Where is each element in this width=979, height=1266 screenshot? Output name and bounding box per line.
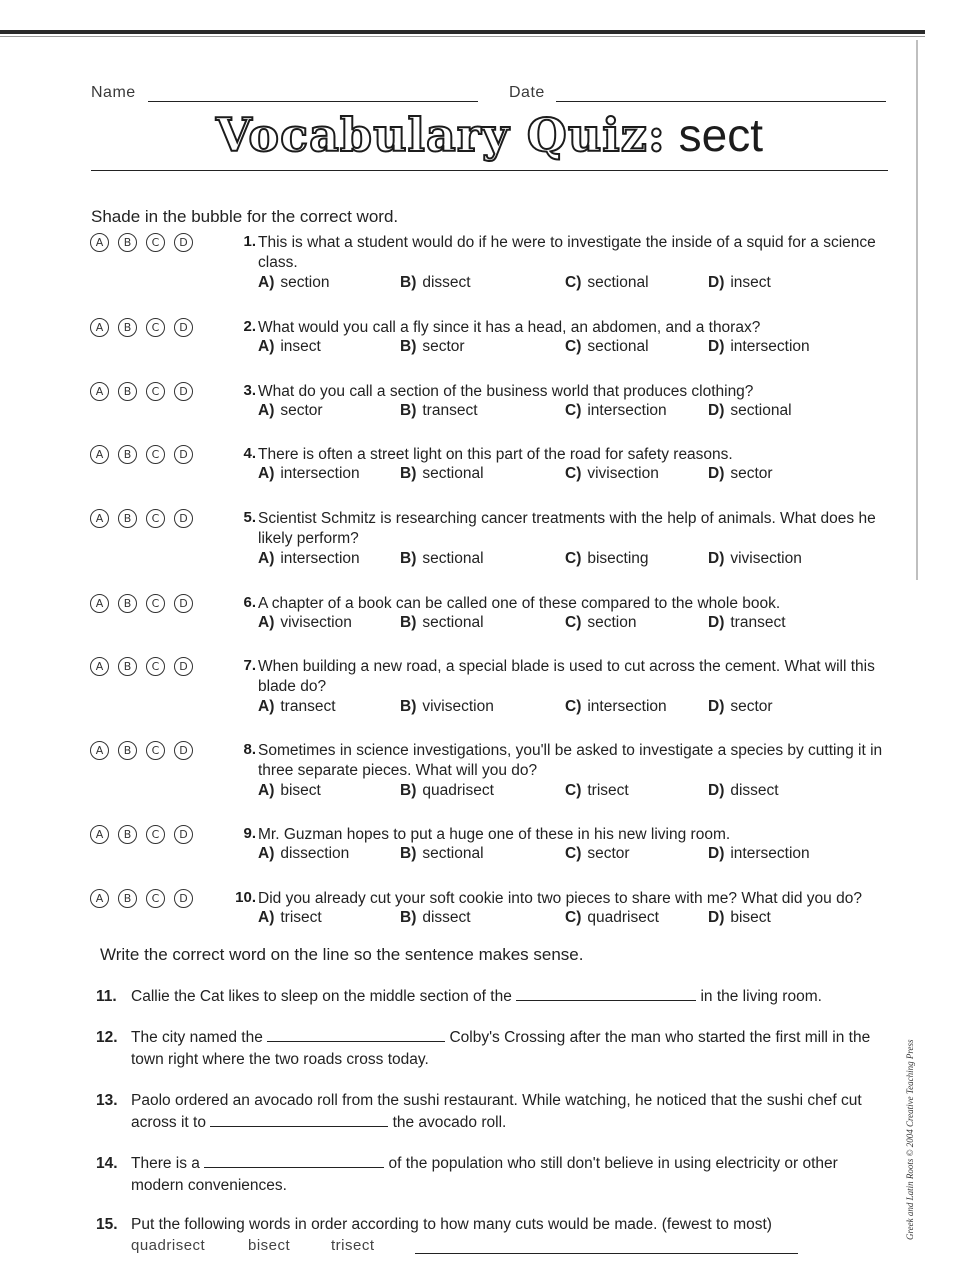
- choice-letter: A): [258, 465, 275, 482]
- bubble-b[interactable]: B: [118, 445, 137, 464]
- bubble-b[interactable]: B: [118, 382, 137, 401]
- top-rule-thin: [0, 36, 925, 37]
- bubble-c[interactable]: C: [146, 594, 165, 613]
- choice-c: [565, 845, 630, 863]
- bubble-a[interactable]: A: [90, 318, 109, 337]
- choice-word: dissection: [280, 845, 350, 862]
- choice-d: [708, 845, 810, 863]
- choice-letter: A): [258, 402, 275, 419]
- choice-a: [258, 909, 322, 927]
- copyright-credit: Greek and Latin Roots © 2004 Creative Teaching Press: [905, 1039, 915, 1240]
- choice-word: bisect: [280, 782, 321, 799]
- question-text: There is often a street light on this part of the road for safety reasons.: [258, 446, 733, 463]
- choice-word: dissect: [422, 909, 471, 926]
- answer-blank-11[interactable]: [516, 986, 696, 1001]
- choice-word: insect: [280, 338, 321, 355]
- choice-c: [565, 402, 667, 420]
- choice-letter: C): [565, 614, 582, 631]
- choice-d: [708, 909, 771, 927]
- choice-word: sectional: [730, 402, 792, 419]
- bubble-a[interactable]: A: [90, 741, 109, 760]
- fill-text-before: There is a: [131, 1155, 200, 1172]
- choice-b: [400, 274, 471, 292]
- choice-letter: D): [708, 909, 725, 926]
- choice-word: intersection: [280, 550, 360, 567]
- question-text: Mr. Guzman hopes to put a huge one of these in his new living room.: [258, 826, 731, 843]
- choice-letter: B): [400, 338, 417, 355]
- answer-blank-14[interactable]: [204, 1153, 384, 1168]
- choice-d: [708, 698, 773, 716]
- choice-letter: B): [400, 782, 417, 799]
- choice-d: [708, 782, 779, 800]
- choice-word: vivisection: [422, 698, 494, 715]
- name-field[interactable]: [148, 101, 478, 102]
- question-number: 1.: [243, 233, 256, 250]
- question-text: When building a new road, a special blade is used to cut across the cement. What will this blade do?: [258, 658, 875, 695]
- choice-letter: A): [258, 274, 275, 291]
- choice-c: [565, 550, 649, 568]
- choice-word: sectional: [422, 465, 484, 482]
- part1-instruction: Shade in the bubble for the correct word.: [91, 207, 399, 226]
- choice-b: [400, 782, 494, 800]
- title-underline: [91, 170, 888, 171]
- bubble-b[interactable]: B: [118, 825, 137, 844]
- question-3: [90, 382, 890, 442]
- answer-bubbles: [90, 318, 193, 337]
- question-text: What do you call a section of the business world that produces clothing?: [258, 383, 754, 400]
- bubble-a[interactable]: A: [90, 382, 109, 401]
- bubble-d[interactable]: D: [174, 382, 193, 401]
- choice-a: [258, 845, 349, 863]
- choice-letter: B): [400, 465, 417, 482]
- choice-d: [708, 614, 786, 632]
- choice-letter: D): [708, 465, 725, 482]
- choice-word: transect: [280, 698, 336, 715]
- fill-number: 14.: [96, 1155, 118, 1172]
- bubble-c[interactable]: C: [146, 741, 165, 760]
- bubble-d[interactable]: D: [174, 594, 193, 613]
- choice-a: [258, 614, 352, 632]
- choice-letter: C): [565, 698, 582, 715]
- choice-a: [258, 782, 321, 800]
- choice-letter: B): [400, 909, 417, 926]
- question-7: [90, 657, 890, 717]
- choice-word: sectional: [587, 338, 649, 355]
- choice-word: trisect: [587, 782, 629, 799]
- choice-word: sector: [422, 338, 465, 355]
- choice-letter: C): [565, 845, 582, 862]
- choice-letter: D): [708, 782, 725, 799]
- word-option: bisect: [248, 1237, 291, 1254]
- answer-bubbles: [90, 233, 193, 252]
- word-option: quadrisect: [131, 1237, 206, 1254]
- top-rule: [0, 30, 925, 34]
- word-option: trisect: [331, 1237, 375, 1254]
- choice-d: [708, 402, 792, 420]
- fill-text-after: Colby's Crossing after the man who started the first mill in the town right where the two roads cross today.: [131, 1029, 871, 1068]
- choice-b: [400, 845, 484, 863]
- choice-word: trisect: [280, 909, 322, 926]
- question-number: 5.: [243, 509, 256, 526]
- question-number: 9.: [243, 825, 256, 842]
- title-root: sect: [678, 109, 764, 161]
- bubble-d[interactable]: D: [174, 445, 193, 464]
- choice-letter: C): [565, 338, 582, 355]
- choice-letter: C): [565, 550, 582, 567]
- question-text: Did you already cut your soft cookie into two pieces to share with me? What did you do?: [258, 890, 862, 907]
- choice-a: [258, 402, 323, 420]
- answer-choices: [258, 274, 898, 294]
- answer-choices: [258, 845, 898, 865]
- choice-letter: B): [400, 698, 417, 715]
- bubble-c[interactable]: C: [146, 445, 165, 464]
- answer-choices: [258, 338, 898, 358]
- date-field[interactable]: [556, 101, 886, 102]
- choice-c: [565, 614, 636, 632]
- choice-word: sector: [730, 465, 773, 482]
- choice-word: intersection: [730, 845, 810, 862]
- bubble-d[interactable]: D: [174, 889, 193, 908]
- question-9: [90, 825, 890, 885]
- question-number: 10.: [235, 889, 256, 906]
- question-5: [90, 509, 890, 569]
- choice-word: sectional: [422, 550, 484, 567]
- choice-c: [565, 782, 629, 800]
- answer-bubbles: [90, 889, 193, 908]
- choice-word: section: [587, 614, 637, 631]
- choice-b: [400, 465, 484, 483]
- bubble-d[interactable]: D: [174, 509, 193, 528]
- question-text: This is what a student would do if he were to investigate the inside of a squid for a science class.: [258, 234, 876, 271]
- answer-blank-13[interactable]: [210, 1112, 388, 1127]
- question-2: [90, 318, 890, 378]
- choice-letter: A): [258, 909, 275, 926]
- part2-instruction: Write the correct word on the line so the sentence makes sense.: [100, 945, 584, 964]
- choice-word: vivisection: [730, 550, 802, 567]
- bubble-a[interactable]: A: [90, 445, 109, 464]
- answer-bubbles: [90, 509, 193, 528]
- answer-choices: [258, 402, 898, 422]
- choice-word: sectional: [422, 614, 484, 631]
- question-number: 2.: [243, 318, 256, 335]
- bubble-b[interactable]: B: [118, 889, 137, 908]
- bubble-d[interactable]: D: [174, 318, 193, 337]
- fill-text-after: the avocado roll.: [392, 1114, 507, 1131]
- question-10: [90, 889, 890, 949]
- fill-number: 15.: [96, 1216, 118, 1233]
- fill-text: Put the following words in order according to how many cuts would be made. (fewest to most): [131, 1216, 772, 1233]
- bubble-a[interactable]: A: [90, 825, 109, 844]
- fill-text: [131, 1027, 891, 1071]
- choice-b: [400, 698, 494, 716]
- choice-b: [400, 338, 465, 356]
- choice-letter: A): [258, 338, 275, 355]
- bubble-a[interactable]: A: [90, 657, 109, 676]
- answer-blank-15[interactable]: [415, 1253, 798, 1254]
- choice-letter: B): [400, 550, 417, 567]
- choice-a: [258, 465, 360, 483]
- question-text: Scientist Schmitz is researching cancer treatments with the help of animals. What does he likely perform?: [258, 510, 876, 547]
- bubble-c[interactable]: C: [146, 889, 165, 908]
- bubble-c[interactable]: C: [146, 825, 165, 844]
- choice-word: quadrisect: [422, 782, 494, 799]
- answer-bubbles: [90, 657, 193, 676]
- choice-letter: B): [400, 274, 417, 291]
- question-6: [90, 594, 890, 654]
- choice-b: [400, 909, 471, 927]
- date-label: Date: [509, 84, 545, 101]
- question-number: 6.: [243, 594, 256, 611]
- question-number: 3.: [243, 382, 256, 399]
- fill-text: [131, 1153, 891, 1197]
- bubble-b[interactable]: B: [118, 594, 137, 613]
- question-8: [90, 741, 890, 801]
- bubble-b[interactable]: B: [118, 657, 137, 676]
- choice-d: [708, 465, 773, 483]
- choice-word: dissect: [730, 782, 779, 799]
- choice-word: vivisection: [280, 614, 352, 631]
- choice-letter: C): [565, 909, 582, 926]
- choice-word: sectional: [587, 274, 649, 291]
- bubble-c[interactable]: C: [146, 233, 165, 252]
- bubble-c[interactable]: C: [146, 382, 165, 401]
- answer-bubbles: [90, 382, 193, 401]
- choice-letter: D): [708, 402, 725, 419]
- choice-word: bisecting: [587, 550, 649, 567]
- fill-text-after: of the population who still don't believe in using electricity or other modern conveniences.: [131, 1155, 838, 1194]
- choice-b: [400, 614, 484, 632]
- choice-word: dissect: [422, 274, 471, 291]
- choice-word: section: [280, 274, 330, 291]
- bubble-d[interactable]: D: [174, 741, 193, 760]
- choice-c: [565, 909, 659, 927]
- question-text: Sometimes in science investigations, you'll be asked to investigate a species by cutting it in three separate pieces. What will you do?: [258, 742, 883, 779]
- fill-text-before: The city named the: [131, 1029, 263, 1046]
- question-4: [90, 445, 890, 505]
- bubble-a[interactable]: A: [90, 233, 109, 252]
- title-main: Vocabulary Quiz:: [215, 108, 666, 162]
- choice-letter: A): [258, 550, 275, 567]
- choice-letter: B): [400, 845, 417, 862]
- bubble-c[interactable]: C: [146, 509, 165, 528]
- question-text: What would you call a fly since it has a head, an abdomen, and a thorax?: [258, 319, 761, 336]
- choice-word: intersection: [730, 338, 810, 355]
- question-number: 4.: [243, 445, 256, 462]
- choice-letter: A): [258, 614, 275, 631]
- choice-d: [708, 274, 771, 292]
- name-label: Name: [91, 84, 136, 101]
- choice-letter: C): [565, 465, 582, 482]
- answer-choices: [258, 909, 898, 929]
- answer-choices: [258, 698, 898, 718]
- answer-bubbles: [90, 594, 193, 613]
- choice-letter: A): [258, 845, 275, 862]
- choice-word: insect: [730, 274, 771, 291]
- choice-word: intersection: [587, 402, 667, 419]
- fill-text: [131, 986, 891, 1008]
- choice-b: [400, 550, 484, 568]
- choice-a: [258, 698, 336, 716]
- bubble-c[interactable]: C: [146, 657, 165, 676]
- question-1: [90, 233, 890, 293]
- bubble-c[interactable]: C: [146, 318, 165, 337]
- choice-letter: A): [258, 782, 275, 799]
- fill-text-before: Callie the Cat likes to sleep on the middle section of the: [131, 988, 512, 1005]
- bubble-b[interactable]: B: [118, 741, 137, 760]
- choice-letter: D): [708, 845, 725, 862]
- question-text: A chapter of a book can be called one of these compared to the whole book.: [258, 595, 781, 612]
- choice-letter: B): [400, 614, 417, 631]
- choice-word: sector: [587, 845, 630, 862]
- choice-letter: B): [400, 402, 417, 419]
- choice-c: [565, 465, 659, 483]
- choice-c: [565, 698, 667, 716]
- bubble-a[interactable]: A: [90, 889, 109, 908]
- choice-b: [400, 402, 478, 420]
- choice-letter: C): [565, 782, 582, 799]
- bubble-d[interactable]: D: [174, 825, 193, 844]
- choice-word: sector: [280, 402, 323, 419]
- choice-letter: A): [258, 698, 275, 715]
- bubble-a[interactable]: A: [90, 509, 109, 528]
- choice-word: transect: [730, 614, 786, 631]
- choice-word: intersection: [587, 698, 667, 715]
- choice-word: transect: [422, 402, 478, 419]
- choice-letter: D): [708, 274, 725, 291]
- choice-c: [565, 274, 649, 292]
- choice-letter: C): [565, 274, 582, 291]
- fill-number: 13.: [96, 1092, 118, 1109]
- choice-c: [565, 338, 649, 356]
- bubble-d[interactable]: D: [174, 233, 193, 252]
- answer-bubbles: [90, 825, 193, 844]
- page-title: [0, 108, 979, 162]
- fill-number: 12.: [96, 1029, 118, 1046]
- answer-choices: [258, 465, 898, 485]
- choice-letter: D): [708, 338, 725, 355]
- fill-text-after: in the living room.: [700, 988, 822, 1005]
- answer-choices: [258, 782, 898, 802]
- choice-letter: C): [565, 402, 582, 419]
- fill-text-before: Paolo ordered an avocado roll from the sushi restaurant. While watching, he noticed that the sushi chef cut across it to: [131, 1092, 862, 1131]
- choice-word: bisect: [730, 909, 771, 926]
- choice-word: vivisection: [587, 465, 659, 482]
- choice-letter: D): [708, 550, 725, 567]
- answer-bubbles: [90, 445, 193, 464]
- question-number: 8.: [243, 741, 256, 758]
- choice-letter: D): [708, 614, 725, 631]
- answer-bubbles: [90, 741, 193, 760]
- bubble-b[interactable]: B: [118, 318, 137, 337]
- answer-choices: [258, 550, 898, 570]
- fill-number: 11.: [96, 988, 117, 1005]
- bubble-b[interactable]: B: [118, 509, 137, 528]
- choice-word: sector: [730, 698, 773, 715]
- choice-d: [708, 338, 810, 356]
- choice-a: [258, 338, 321, 356]
- choice-word: quadrisect: [587, 909, 659, 926]
- choice-a: [258, 550, 360, 568]
- question-number: 7.: [243, 657, 256, 674]
- bubble-d[interactable]: D: [174, 657, 193, 676]
- choice-d: [708, 550, 802, 568]
- answer-blank-12[interactable]: [267, 1027, 445, 1042]
- bubble-a[interactable]: A: [90, 594, 109, 613]
- choice-letter: D): [708, 698, 725, 715]
- fill-text: [131, 1090, 891, 1134]
- choice-a: [258, 274, 329, 292]
- choice-word: sectional: [422, 845, 484, 862]
- choice-word: intersection: [280, 465, 360, 482]
- answer-choices: [258, 614, 898, 634]
- bubble-b[interactable]: B: [118, 233, 137, 252]
